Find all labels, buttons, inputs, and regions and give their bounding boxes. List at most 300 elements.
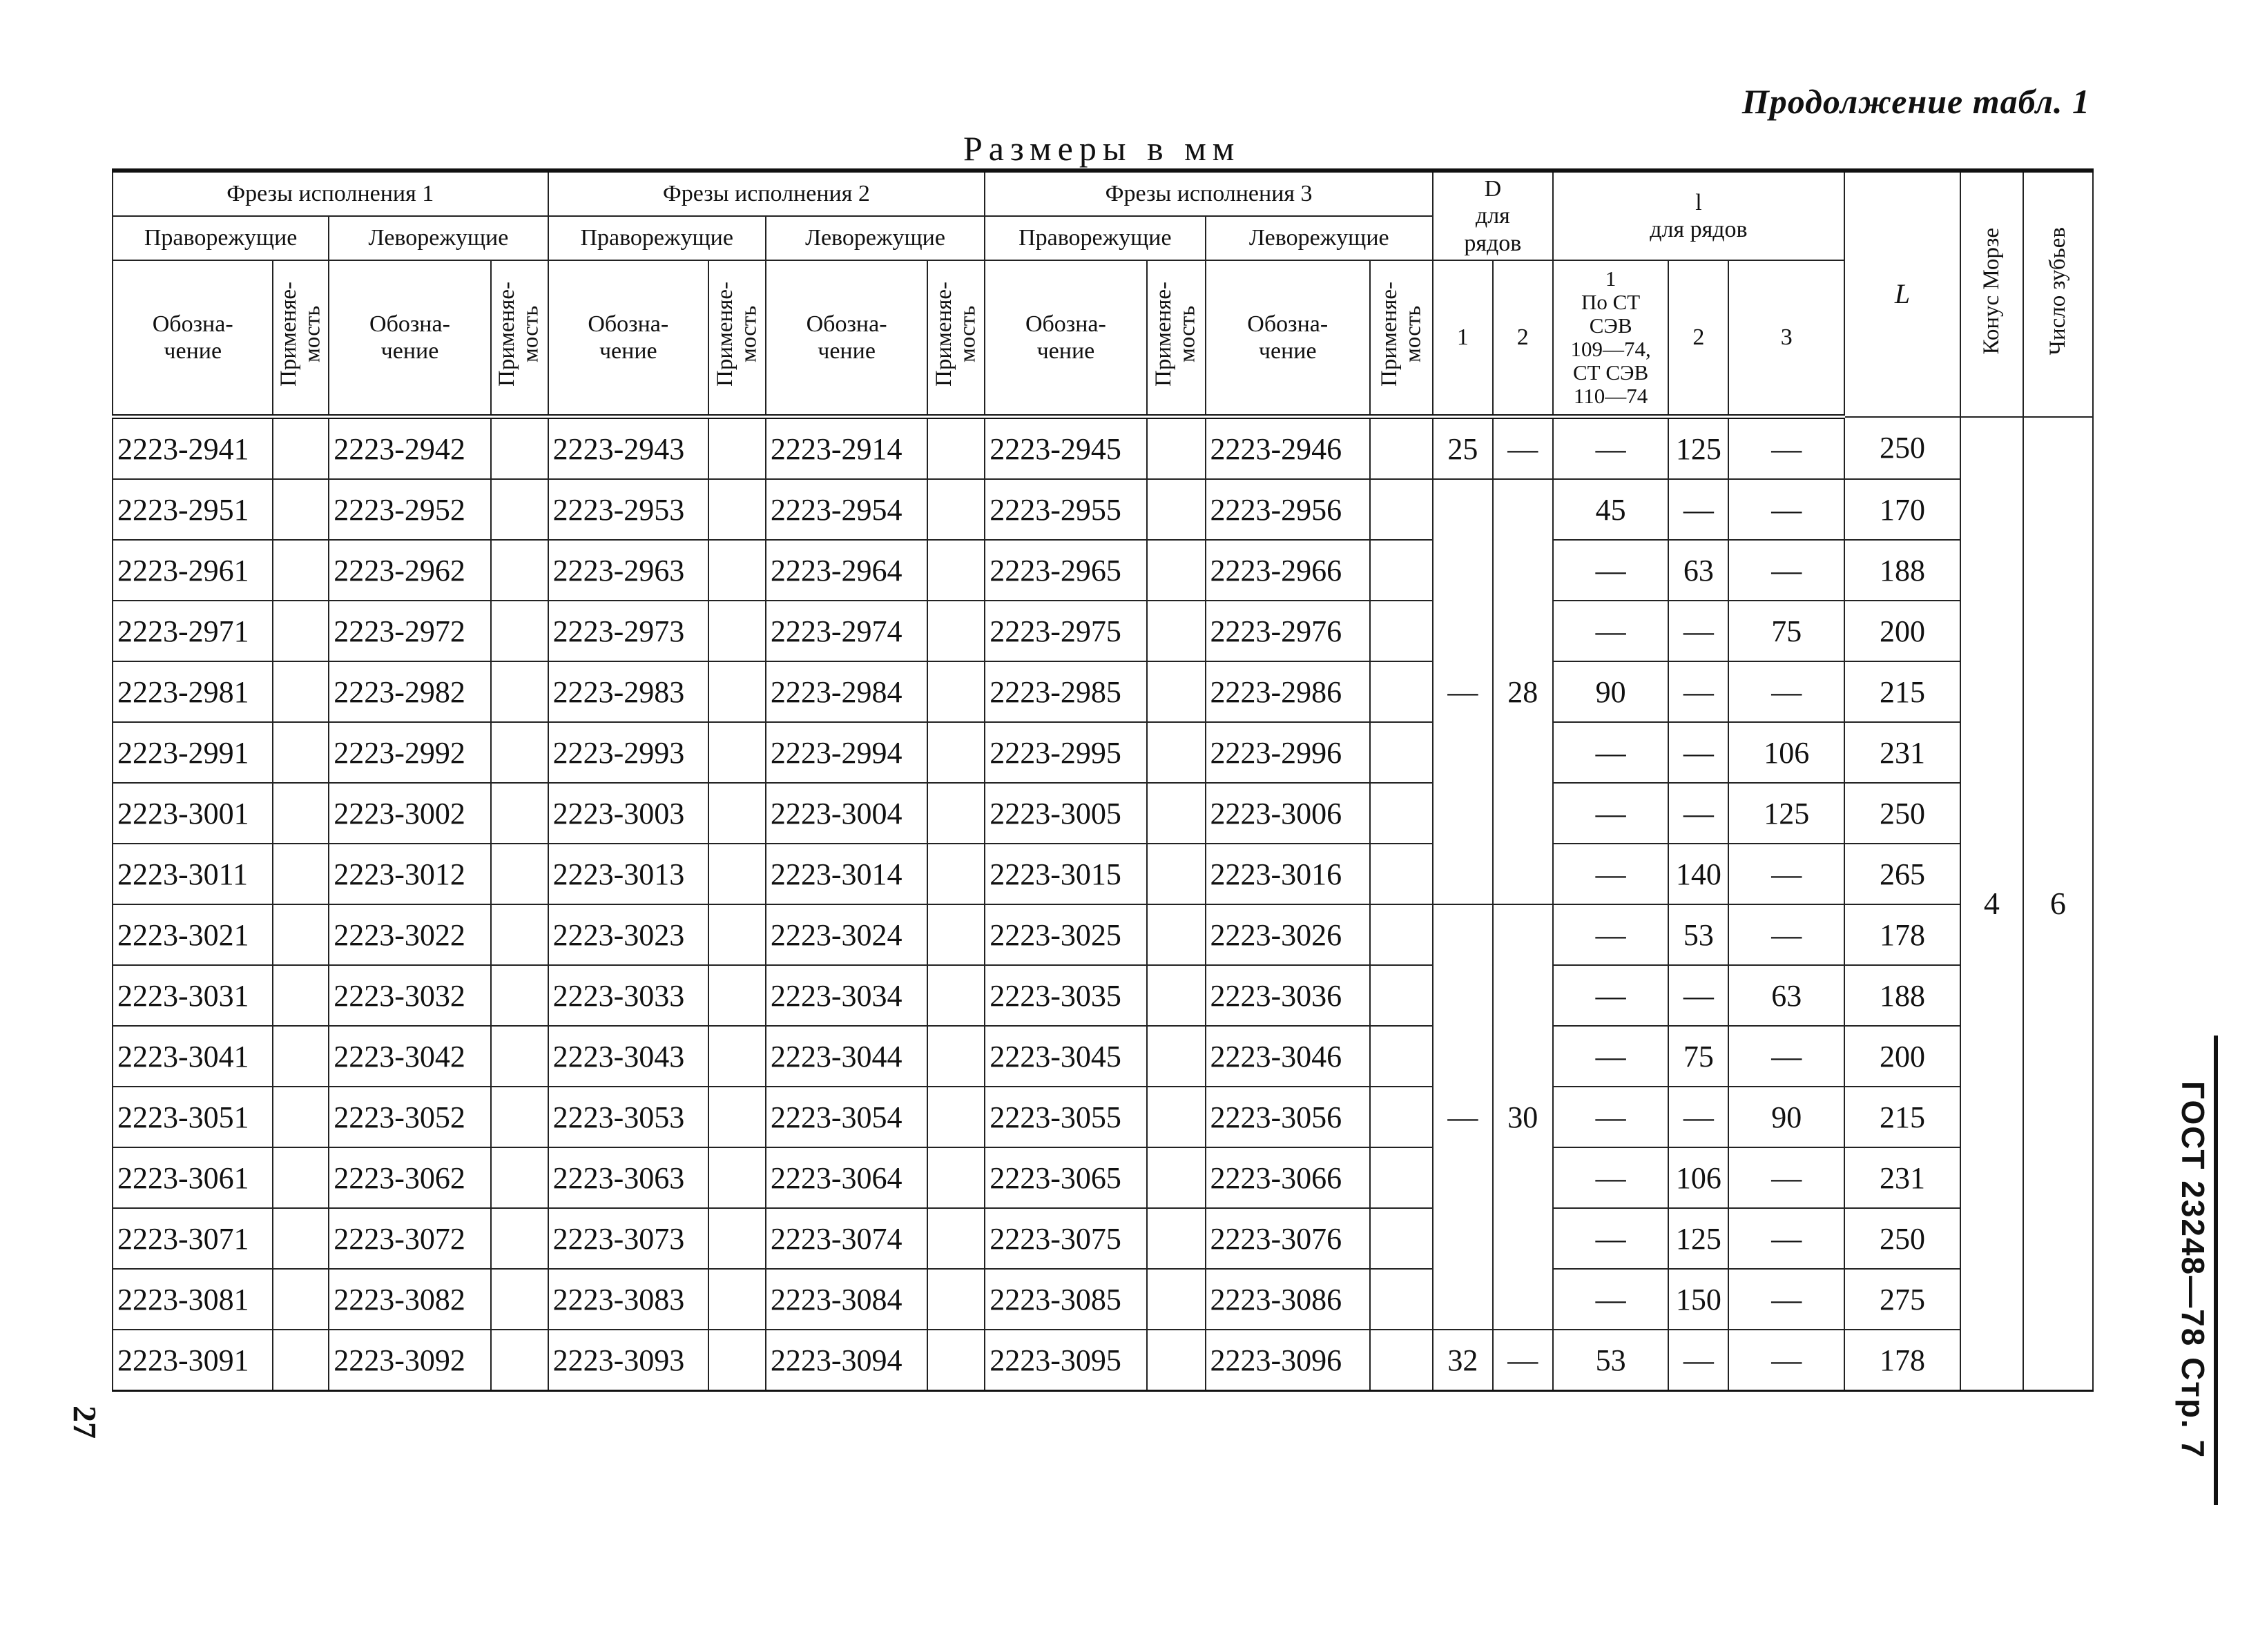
applicability-cell — [708, 783, 766, 844]
g2-right-code: 2223-2943 — [548, 417, 708, 480]
applicability-cell — [927, 1208, 985, 1269]
L-value: 250 — [1844, 417, 1960, 480]
g2-left-code: 2223-3024 — [766, 904, 927, 965]
applicability-cell — [1370, 540, 1433, 601]
l-row-1-value: — — [1553, 1026, 1669, 1087]
g3-right-code: 2223-3055 — [985, 1087, 1146, 1147]
applicability-cell — [273, 783, 329, 844]
group-1-header: Фрезы исполнения 1 — [113, 171, 548, 216]
g1-right-code: 2223-2961 — [113, 540, 273, 601]
applicability-cell — [1370, 904, 1433, 965]
applicability-cell — [1147, 1026, 1206, 1087]
g1-right-code: 2223-3021 — [113, 904, 273, 965]
g3-right-code: 2223-3025 — [985, 904, 1146, 965]
applicability-cell — [273, 722, 329, 783]
g2-left-code: 2223-3054 — [766, 1087, 927, 1147]
table-row — [113, 540, 2093, 601]
applicability-cell — [491, 417, 548, 480]
applicability-cell — [927, 1269, 985, 1330]
l-row-2-value: 150 — [1668, 1269, 1728, 1330]
continuation-label: Продолжение табл. 1 — [1741, 82, 2090, 121]
applicability-cell — [708, 417, 766, 480]
g3-left-code: 2223-2976 — [1206, 601, 1370, 661]
d-row-2-value: — — [1493, 417, 1553, 480]
applicability-cell — [1370, 417, 1433, 480]
g1-left-code: 2223-3042 — [329, 1026, 490, 1087]
l-row-1-value: — — [1553, 783, 1669, 844]
g1-left-code: 2223-2962 — [329, 540, 490, 601]
g1-right-code: 2223-3051 — [113, 1087, 273, 1147]
applicability-cell — [927, 479, 985, 540]
applicability-cell — [491, 1026, 548, 1087]
applicability-cell — [1370, 1208, 1433, 1269]
side-rule — [2214, 1036, 2218, 1505]
l-row-1-value: 53 — [1553, 1330, 1669, 1391]
applicability-cell — [1147, 661, 1206, 722]
g2-right-code: 2223-3063 — [548, 1147, 708, 1208]
l-row-2-value: — — [1668, 783, 1728, 844]
applicability-cell — [1147, 1147, 1206, 1208]
table-row — [113, 1147, 2093, 1208]
g2-right-code: 2223-3053 — [548, 1087, 708, 1147]
designation-header: Обозна- чение — [766, 260, 927, 417]
L-value: 250 — [1844, 783, 1960, 844]
L-value: 200 — [1844, 601, 1960, 661]
applicability-cell — [273, 904, 329, 965]
applicability-cell — [491, 904, 548, 965]
g1-right-code: 2223-3031 — [113, 965, 273, 1026]
applicability-cell — [273, 479, 329, 540]
table-row — [113, 1087, 2093, 1147]
applicability-cell — [1147, 904, 1206, 965]
g3-left-code: 2223-3086 — [1206, 1269, 1370, 1330]
applicability-cell — [927, 965, 985, 1026]
L-value: 231 — [1844, 1147, 1960, 1208]
d-header: D для рядов — [1433, 171, 1553, 260]
applicability-cell — [708, 540, 766, 601]
g3-left-code: 2223-3096 — [1206, 1330, 1370, 1391]
page-number-text: 27 — [66, 1406, 103, 1439]
applicability-cell — [927, 1330, 985, 1391]
g3-right-header: Праворежущие — [985, 216, 1205, 260]
l-row-2-header: 2 — [1668, 260, 1728, 417]
g1-right-code: 2223-3081 — [113, 1269, 273, 1330]
applicability-cell — [927, 1026, 985, 1087]
l-row-1-value: — — [1553, 844, 1669, 904]
L-value: 215 — [1844, 1087, 1960, 1147]
applicability-cell — [1370, 1147, 1433, 1208]
applicability-cell — [708, 1026, 766, 1087]
g1-right-code: 2223-3011 — [113, 844, 273, 904]
d-row-2-value: 30 — [1493, 904, 1553, 1330]
applicability-cell — [273, 1269, 329, 1330]
group-3-header: Фрезы исполнения 3 — [985, 171, 1433, 216]
g2-left-code: 2223-3064 — [766, 1147, 927, 1208]
g2-right-code: 2223-3093 — [548, 1330, 708, 1391]
applicability-cell — [1147, 1087, 1206, 1147]
applicability-cell — [708, 1087, 766, 1147]
applicability-cell — [491, 601, 548, 661]
applicability-cell — [1147, 722, 1206, 783]
d-row-1-header: 1 — [1433, 260, 1493, 417]
applicability-cell — [927, 1147, 985, 1208]
g1-left-code: 2223-3022 — [329, 904, 490, 965]
applicability-cell — [708, 479, 766, 540]
applicability-cell — [1147, 1330, 1206, 1391]
applicability-cell — [491, 661, 548, 722]
g1-left-code: 2223-3032 — [329, 965, 490, 1026]
l-row-1-value: — — [1553, 540, 1669, 601]
g1-left-code: 2223-2982 — [329, 661, 490, 722]
g2-left-code: 2223-2914 — [766, 417, 927, 480]
g1-right-code: 2223-3061 — [113, 1147, 273, 1208]
l-row-2-value: — — [1668, 661, 1728, 722]
teeth-value: 6 — [2023, 417, 2093, 1391]
g3-left-code: 2223-3076 — [1206, 1208, 1370, 1269]
table-row — [113, 1026, 2093, 1087]
g3-left-code: 2223-3016 — [1206, 844, 1370, 904]
applicability-cell — [708, 1330, 766, 1391]
L-value: 200 — [1844, 1026, 1960, 1087]
l-row-3-value: — — [1728, 540, 1844, 601]
g3-right-code: 2223-2985 — [985, 661, 1146, 722]
l-row-2-value: 106 — [1668, 1147, 1728, 1208]
applicability-cell — [273, 965, 329, 1026]
designation-header: Обозна- чение — [1206, 260, 1370, 417]
g3-right-code: 2223-3015 — [985, 844, 1146, 904]
g1-left-code: 2223-3092 — [329, 1330, 490, 1391]
g2-left-code: 2223-2974 — [766, 601, 927, 661]
applicability-cell — [708, 601, 766, 661]
g2-right-code: 2223-3033 — [548, 965, 708, 1026]
table-row — [113, 1269, 2093, 1330]
g1-left-code: 2223-3002 — [329, 783, 490, 844]
applicability-cell — [708, 661, 766, 722]
l-row-2-value: 125 — [1668, 417, 1728, 480]
g1-right-code: 2223-2991 — [113, 722, 273, 783]
applicability-cell — [1370, 844, 1433, 904]
applicability-cell — [1370, 479, 1433, 540]
table-row — [113, 1330, 2093, 1391]
g1-left-code: 2223-3052 — [329, 1087, 490, 1147]
g3-right-code: 2223-3035 — [985, 965, 1146, 1026]
L-value: 188 — [1844, 965, 1960, 1026]
l-row-2-value: — — [1668, 479, 1728, 540]
g3-right-code: 2223-2965 — [985, 540, 1146, 601]
g2-right-code: 2223-3073 — [548, 1208, 708, 1269]
g3-right-code: 2223-2995 — [985, 722, 1146, 783]
l-row-3-value: 125 — [1728, 783, 1844, 844]
g2-right-code: 2223-2963 — [548, 540, 708, 601]
applicability-cell — [491, 965, 548, 1026]
d-row-1-value: — — [1433, 479, 1493, 904]
L-value: 275 — [1844, 1269, 1960, 1330]
applicability-cell — [273, 1330, 329, 1391]
l-row-1-value: — — [1553, 1208, 1669, 1269]
applicability-cell — [1370, 661, 1433, 722]
g2-left-code: 2223-3034 — [766, 965, 927, 1026]
g3-right-code: 2223-2945 — [985, 417, 1146, 480]
applicability-cell — [708, 1269, 766, 1330]
applicability-cell — [1370, 1330, 1433, 1391]
applicability-cell — [927, 844, 985, 904]
L-value: 170 — [1844, 479, 1960, 540]
l-row-2-value: — — [1668, 1087, 1728, 1147]
g3-left-code: 2223-2986 — [1206, 661, 1370, 722]
g2-right-header: Праворежущие — [548, 216, 766, 260]
morse-header: Конус Морзе — [1960, 171, 2023, 417]
g1-right-header: Праворежущие — [113, 216, 329, 260]
applicability-header: Применяе- мость — [491, 260, 548, 417]
l-row-2-value: 75 — [1668, 1026, 1728, 1087]
l-row-1-value: — — [1553, 965, 1669, 1026]
applicability-cell — [927, 601, 985, 661]
table-row — [113, 661, 2093, 722]
g2-left-code: 2223-3074 — [766, 1208, 927, 1269]
g3-right-code: 2223-3065 — [985, 1147, 1146, 1208]
l-row-3-value: 75 — [1728, 601, 1844, 661]
g1-left-code: 2223-2992 — [329, 722, 490, 783]
designation-header: Обозна- чение — [329, 260, 490, 417]
applicability-cell — [491, 783, 548, 844]
page-number — [64, 1395, 105, 1450]
g1-right-code: 2223-2981 — [113, 661, 273, 722]
table-row — [113, 1208, 2093, 1269]
applicability-header: Применяе- мость — [273, 260, 329, 417]
applicability-cell — [708, 844, 766, 904]
applicability-cell — [491, 1208, 548, 1269]
l-row-3-value: — — [1728, 1026, 1844, 1087]
table-row — [113, 722, 2093, 783]
g1-right-code: 2223-2951 — [113, 479, 273, 540]
applicability-header: Применяе- мость — [1370, 260, 1433, 417]
teeth-header: Число зубьев — [2023, 171, 2093, 417]
g2-right-code: 2223-3083 — [548, 1269, 708, 1330]
l-row-2-value: — — [1668, 601, 1728, 661]
L-value: 215 — [1844, 661, 1960, 722]
l-row-3-header: 3 — [1728, 260, 1844, 417]
applicability-cell — [1370, 1087, 1433, 1147]
applicability-cell — [1147, 479, 1206, 540]
L-value: 250 — [1844, 1208, 1960, 1269]
cutters-table — [112, 168, 2094, 1392]
applicability-cell — [1147, 844, 1206, 904]
g3-right-code: 2223-3005 — [985, 783, 1146, 844]
applicability-cell — [1147, 1269, 1206, 1330]
applicability-cell — [1370, 722, 1433, 783]
g3-right-code: 2223-3085 — [985, 1269, 1146, 1330]
d-row-2-value: 28 — [1493, 479, 1553, 904]
applicability-cell — [708, 722, 766, 783]
g3-left-code: 2223-3046 — [1206, 1026, 1370, 1087]
g3-left-code: 2223-2996 — [1206, 722, 1370, 783]
g2-left-code: 2223-2954 — [766, 479, 927, 540]
g3-left-code: 2223-2956 — [1206, 479, 1370, 540]
l-row-3-value: — — [1728, 1330, 1844, 1391]
applicability-cell — [273, 1026, 329, 1087]
applicability-cell — [273, 1208, 329, 1269]
l-header: l для рядов — [1553, 171, 1844, 260]
applicability-cell — [927, 540, 985, 601]
l-row-2-value: 53 — [1668, 904, 1728, 965]
standard-code: ГОСТ 23248—78 Стр. 7 — [2175, 1081, 2211, 1459]
table-row — [113, 417, 2093, 480]
l-row-3-value: — — [1728, 904, 1844, 965]
d-row-1-value: 32 — [1433, 1330, 1493, 1391]
d-row-2-header: 2 — [1493, 260, 1553, 417]
applicability-cell — [708, 904, 766, 965]
l-row-1-value: — — [1553, 1087, 1669, 1147]
applicability-cell — [927, 904, 985, 965]
l-row-1-value: — — [1553, 601, 1669, 661]
applicability-cell — [273, 1147, 329, 1208]
g3-left-code: 2223-2946 — [1206, 417, 1370, 480]
units-label: Размеры в мм — [963, 129, 1241, 168]
g1-left-code: 2223-2952 — [329, 479, 490, 540]
applicability-cell — [273, 1087, 329, 1147]
g2-left-code: 2223-2984 — [766, 661, 927, 722]
g3-left-code: 2223-3036 — [1206, 965, 1370, 1026]
g2-right-code: 2223-2993 — [548, 722, 708, 783]
applicability-cell — [1147, 540, 1206, 601]
applicability-header: Применяе- мость — [1147, 260, 1206, 417]
g1-right-code: 2223-2941 — [113, 417, 273, 480]
g2-left-code: 2223-3084 — [766, 1269, 927, 1330]
applicability-cell — [927, 722, 985, 783]
g2-left-code: 2223-3004 — [766, 783, 927, 844]
applicability-cell — [491, 1147, 548, 1208]
applicability-header: Применяе- мость — [708, 260, 766, 417]
g3-right-code: 2223-3045 — [985, 1026, 1146, 1087]
g2-right-code: 2223-2983 — [548, 661, 708, 722]
g1-right-code: 2223-3071 — [113, 1208, 273, 1269]
applicability-cell — [273, 844, 329, 904]
g1-right-code: 2223-3091 — [113, 1330, 273, 1391]
applicability-cell — [273, 601, 329, 661]
l-row-2-value: 140 — [1668, 844, 1728, 904]
l-row-1-value: — — [1553, 1269, 1669, 1330]
d-row-1-value: 25 — [1433, 417, 1493, 480]
l-row-1-value: — — [1553, 417, 1669, 480]
d-row-1-value: — — [1433, 904, 1493, 1330]
applicability-cell — [1147, 1208, 1206, 1269]
g1-left-code: 2223-3062 — [329, 1147, 490, 1208]
g3-left-code: 2223-3056 — [1206, 1087, 1370, 1147]
l-row-1-value: — — [1553, 1147, 1669, 1208]
applicability-cell — [273, 661, 329, 722]
g1-right-code: 2223-2971 — [113, 601, 273, 661]
l-row-3-value: — — [1728, 844, 1844, 904]
applicability-cell — [1370, 783, 1433, 844]
applicability-cell — [273, 540, 329, 601]
applicability-cell — [927, 783, 985, 844]
l-row-2-value: 125 — [1668, 1208, 1728, 1269]
morse-value: 4 — [1960, 417, 2023, 1391]
g3-left-code: 2223-3066 — [1206, 1147, 1370, 1208]
l-row-1-header: 1 По СТ СЭВ 109—74, СТ СЭВ 110—74 — [1553, 260, 1669, 417]
l-row-3-value: — — [1728, 479, 1844, 540]
g3-left-code: 2223-3006 — [1206, 783, 1370, 844]
table-row — [113, 904, 2093, 965]
applicability-cell — [1147, 601, 1206, 661]
l-row-1-value: — — [1553, 722, 1669, 783]
g1-left-code: 2223-2972 — [329, 601, 490, 661]
g3-right-code: 2223-3095 — [985, 1330, 1146, 1391]
l-row-2-value: — — [1668, 965, 1728, 1026]
g1-left-code: 2223-2942 — [329, 417, 490, 480]
g2-right-code: 2223-3043 — [548, 1026, 708, 1087]
l-row-2-value: 63 — [1668, 540, 1728, 601]
l-row-3-value: — — [1728, 417, 1844, 480]
table-row — [113, 479, 2093, 540]
table-row — [113, 783, 2093, 844]
applicability-cell — [708, 1147, 766, 1208]
g3-right-code: 2223-3075 — [985, 1208, 1146, 1269]
applicability-cell — [1370, 1269, 1433, 1330]
l-row-1-value: — — [1553, 904, 1669, 965]
l-row-2-value: — — [1668, 1330, 1728, 1391]
applicability-cell — [1370, 601, 1433, 661]
applicability-cell — [708, 965, 766, 1026]
applicability-cell — [1147, 965, 1206, 1026]
g2-left-code: 2223-2964 — [766, 540, 927, 601]
table-row — [113, 601, 2093, 661]
g1-left-code: 2223-3072 — [329, 1208, 490, 1269]
applicability-cell — [927, 417, 985, 480]
g3-left-code: 2223-3026 — [1206, 904, 1370, 965]
applicability-cell — [491, 722, 548, 783]
applicability-cell — [491, 540, 548, 601]
applicability-cell — [491, 1087, 548, 1147]
g2-left-code: 2223-2994 — [766, 722, 927, 783]
L-value: 178 — [1844, 904, 1960, 965]
L-value: 231 — [1844, 722, 1960, 783]
g1-right-code: 2223-3001 — [113, 783, 273, 844]
g2-right-code: 2223-3023 — [548, 904, 708, 965]
applicability-cell — [491, 844, 548, 904]
l-row-2-value: — — [1668, 722, 1728, 783]
l-row-3-value: 106 — [1728, 722, 1844, 783]
l-row-3-value: — — [1728, 1208, 1844, 1269]
applicability-cell — [1370, 1026, 1433, 1087]
l-row-1-value: 45 — [1553, 479, 1669, 540]
designation-header: Обозна- чение — [113, 260, 273, 417]
applicability-header: Применяе- мость — [927, 260, 985, 417]
applicability-cell — [1147, 783, 1206, 844]
g2-right-code: 2223-2953 — [548, 479, 708, 540]
L-value: 265 — [1844, 844, 1960, 904]
g1-left-header: Леворежущие — [329, 216, 548, 260]
L-header: L — [1844, 171, 1960, 417]
applicability-cell — [273, 417, 329, 480]
applicability-cell — [927, 661, 985, 722]
l-row-3-value: — — [1728, 1269, 1844, 1330]
g2-left-code: 2223-3044 — [766, 1026, 927, 1087]
g3-left-code: 2223-2966 — [1206, 540, 1370, 601]
g2-left-code: 2223-3014 — [766, 844, 927, 904]
l-row-3-value: — — [1728, 1147, 1844, 1208]
g2-right-code: 2223-3013 — [548, 844, 708, 904]
table-row — [113, 844, 2093, 904]
g3-right-code: 2223-2955 — [985, 479, 1146, 540]
l-row-1-value: 90 — [1553, 661, 1669, 722]
table-container — [112, 168, 2094, 1392]
l-row-3-value: — — [1728, 661, 1844, 722]
g3-left-header: Леворежущие — [1206, 216, 1433, 260]
group-2-header: Фрезы исполнения 2 — [548, 171, 985, 216]
applicability-cell — [491, 1330, 548, 1391]
L-value: 178 — [1844, 1330, 1960, 1391]
